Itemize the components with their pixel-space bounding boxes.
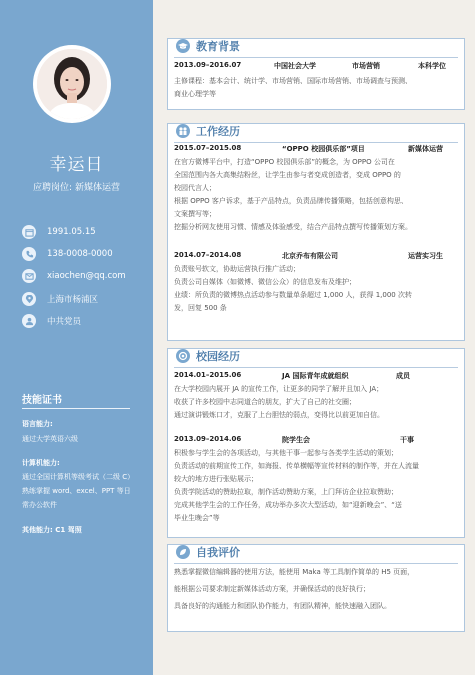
work-description (174, 156, 460, 234)
contact-phone (22, 246, 147, 262)
contact-location (22, 291, 147, 307)
political-status-text: 中共党员 (47, 317, 82, 327)
campus-org: 院学生会 (282, 436, 310, 444)
work-period: 2015.07–2015.08 (174, 144, 242, 152)
campus-period: 2013.09–2014.06 (174, 435, 242, 443)
education-section (167, 38, 465, 110)
location-icon (22, 292, 36, 306)
calendar-icon (22, 225, 36, 239)
education-title: 教育背景 (196, 40, 240, 53)
campus-org: JA 国际青年成就组织 (282, 372, 349, 380)
courses-line: 主修课程：基本会计、统计学、市场营销、国际市场营销、市场调查与预测、 (174, 77, 412, 85)
candidate-name: 幸运日 (49, 155, 104, 175)
contact-email (22, 268, 147, 284)
work-header (176, 121, 240, 141)
other-skill (22, 523, 147, 537)
evaluation-text (174, 564, 460, 615)
other-skill-text: C1 驾照 (55, 526, 82, 534)
job-objective-value: 新媒体运营 (75, 183, 121, 193)
evaluation-line: 具备良好的沟通能力和团队协作能力，有团队精神，能快速融入团队。 (174, 602, 391, 610)
email-icon (22, 269, 36, 283)
work-row (174, 251, 458, 263)
location-text: 上海市杨浦区 (47, 295, 99, 305)
computer-skill-label: 计算机能力: (22, 459, 60, 467)
work-org: “OPPO 校园俱乐部”项目 (282, 145, 365, 153)
campus-line: 较大的地方进行张贴展示； (174, 475, 258, 483)
campus-role: 成员 (396, 372, 410, 380)
work-description (174, 263, 460, 315)
campus-section (167, 348, 465, 538)
contact-birthdate (22, 224, 147, 240)
campus-row (174, 435, 458, 447)
work-section (167, 123, 465, 341)
computer-skill-line: 常办公软件 (22, 501, 57, 509)
campus-period: 2014.01–2015.06 (174, 371, 242, 379)
work-role: 运营实习生 (408, 252, 443, 260)
work-period: 2014.07–2014.08 (174, 251, 242, 259)
work-line: 负责账号软文，协助运营执行推广活动； (174, 265, 300, 273)
campus-line: 毕业生晚会”等 (174, 514, 220, 522)
skills-divider (22, 408, 130, 409)
phone-icon (22, 247, 36, 261)
education-header (176, 36, 240, 56)
campus-line: 负责学院活动的赞助拉取，制作活动赞助方案，上门拜访企业拉取赞助； (174, 488, 398, 496)
work-line: 校园代言人； (174, 184, 216, 192)
education-courses (174, 75, 460, 101)
work-line: 发，回复 500 条 (174, 304, 227, 312)
campus-title: 校园经历 (196, 350, 240, 363)
other-skill-label: 其他能力: (22, 526, 53, 534)
campus-row (174, 371, 458, 383)
language-skill-label: 语言能力: (22, 420, 53, 428)
birthdate-text: 1991.05.15 (47, 227, 96, 237)
campus-header (176, 346, 240, 366)
campus-line: 负责活动的前期宣传工作，如海报、传单横幅等宣传材料的制作等，并在人流量 (174, 462, 419, 470)
computer-skill-text (22, 470, 147, 512)
person-icon (22, 314, 36, 328)
job-objective-label: 应聘岗位: (32, 183, 73, 193)
work-org: 北京乔布有限公司 (282, 252, 338, 260)
work-line: 负责公司自媒体（如微博、微信公众）的信息发布及维护； (174, 278, 356, 286)
education-major: 市场营销 (352, 62, 380, 70)
campus-line: 通过演讲锻炼口才，克服了上台胆怯的弱点，变得比以前更加自信。 (174, 411, 384, 419)
evaluation-title: 自我评价 (196, 546, 240, 559)
education-period: 2013.09–2016.07 (174, 61, 242, 69)
people-icon (176, 124, 190, 138)
campus-line: 积极参与学生会的各项活动，与其他干事一起参与各类学生活动的策划； (174, 449, 398, 457)
email-text: xiaochen@qq.com (47, 271, 126, 281)
campus-line: 在大学校园内展开 JA 的宣传工作，让更多的同学了解并且加入 JA； (174, 385, 384, 393)
work-line: 挖掘分析网友使用习惯、情感及体验感受，结合产品特点撰写传播策划方案。 (174, 223, 412, 231)
computer-skill-line: 通过全国计算机等级考试（二级 C） (22, 473, 135, 481)
graduation-cap-icon (176, 39, 190, 53)
badge-icon (176, 349, 190, 363)
education-divider (174, 57, 458, 58)
phone-text: 138-0008-0000 (47, 249, 113, 259)
education-school: 中国社会大学 (274, 62, 316, 70)
campus-description (174, 383, 460, 422)
courses-line: 商业心理学等 (174, 90, 216, 98)
work-line: 根据 OPPO 客户诉求，基于产品特点，负责品牌传播策略，包括创意构思、 (174, 197, 408, 205)
language-skill-text: 通过大学英语六级 (22, 435, 78, 443)
campus-role: 干事 (400, 436, 414, 444)
contact-political-status (22, 313, 147, 329)
skills-heading: 技能证书 (22, 395, 62, 406)
campus-description (174, 447, 460, 525)
evaluation-section (167, 544, 465, 632)
campus-divider (174, 367, 458, 368)
work-divider (174, 142, 458, 143)
evaluation-line: 能根据公司要求制定新媒体活动方案，并确保活动的良好执行； (174, 585, 370, 593)
education-degree: 本科学位 (418, 62, 446, 70)
work-row (174, 144, 458, 156)
job-objective (0, 180, 153, 193)
sidebar (0, 0, 153, 675)
campus-line: 完成其他学生会的工作任务，成功举办多次大型活动，如“迎新晚会”、“送 (174, 501, 402, 509)
evaluation-header (176, 542, 240, 562)
portrait-photo (37, 49, 107, 119)
leaf-icon (176, 545, 190, 559)
work-line: 在官方微博平台中，打造“OPPO 校园俱乐部”的概念，为 OPPO 公司在 (174, 158, 395, 166)
work-title: 工作经历 (196, 125, 240, 138)
work-line: 业绩：所负责的微博热点活动参与数量单条超过 1,000 人，获得 1,000 次转 (174, 291, 412, 299)
work-line: 全国范围内各大高集结粉丝，让学生由参与者变成创造者，变成 OPPO 的 (174, 171, 401, 179)
education-row (174, 61, 458, 73)
campus-line: 收获了许多校园中志同道合的朋友，扩大了自己的社交圈； (174, 398, 356, 406)
work-role: 新媒体运营 (408, 145, 443, 153)
work-line: 文案撰写等； (174, 210, 216, 218)
computer-skill-line: 熟练掌握 word、excel、PPT 等日 (22, 487, 131, 495)
avatar (37, 49, 107, 119)
evaluation-line: 熟悉掌握微信编辑器的使用方法，能使用 Maka 等工具制作简单的 H5 页面， (174, 568, 415, 576)
